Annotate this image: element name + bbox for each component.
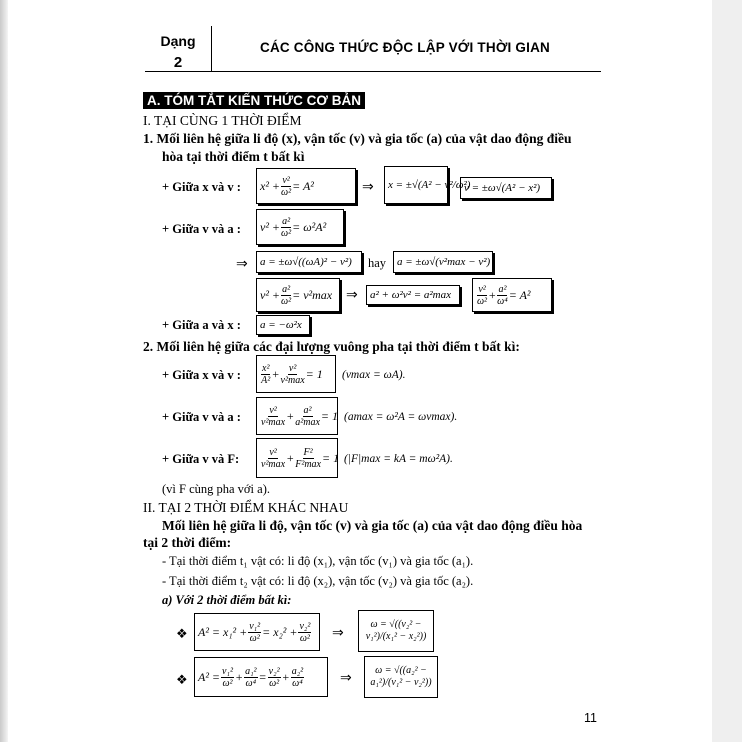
va-label: + Giữa v và a : (162, 222, 241, 236)
page-title: CÁC CÔNG THỨC ĐỘC LẬP VỚI THỜI GIAN (260, 40, 550, 55)
f2-den3: ω² (269, 677, 280, 689)
dang-number: 2 (173, 54, 183, 71)
q-vf-den2: F²max (295, 458, 321, 470)
va-eq4-frac (281, 284, 291, 307)
item2-title: 2. Mối liên hệ giữa các đại lượng vuông pha tại thời điểm t bất kì: (143, 339, 520, 354)
va-eq6 (472, 278, 552, 312)
va-eq6-den2: ω⁴ (497, 295, 508, 307)
va-eq1-right: = ω²A² (292, 219, 327, 234)
xv-eq1-left: x² + (260, 178, 281, 193)
q-va-note: (amax = ω²A = ωvmax). (344, 411, 458, 423)
va-eq6-den1: ω² (477, 295, 488, 307)
plus-sign: + (286, 450, 295, 465)
f2-frac4 (291, 666, 304, 689)
q-xv-num1: x² (262, 362, 270, 374)
va-eq1-den: ω² (281, 227, 292, 239)
q-va-den1: v²max (261, 416, 286, 428)
q-xv-frac1 (261, 363, 270, 386)
f1-den2: ω² (299, 632, 310, 644)
f1-mid: = x₂² + (262, 624, 298, 639)
header-rule (145, 71, 601, 72)
page-shadow (0, 0, 8, 742)
item1-line2: hòa tại thời điểm t bất kì (162, 149, 305, 164)
q-va-frac2 (295, 405, 320, 428)
f2-num2: a₁² (245, 665, 257, 677)
bullet-diamond-icon: ❖ (176, 672, 188, 687)
f2-num1: v₁² (222, 665, 233, 677)
q-vf-num2: F² (303, 446, 313, 458)
va-eq5: a² + ω²v² = a²max (366, 285, 460, 305)
q-va-eq (256, 397, 338, 435)
f1-num2: v₂² (299, 620, 311, 632)
q-xv-num2: v² (288, 362, 297, 374)
va-eq4-den: ω² (281, 295, 292, 307)
va-eq4-left: v² + (260, 287, 281, 302)
dang-label: Dạng (160, 33, 196, 49)
xv-eq1 (256, 168, 356, 204)
implies-arrow: ⇒ (236, 257, 248, 272)
q-va-label: + Giữa v và a : (162, 410, 241, 424)
xv-label: + Giữa x và v : (162, 180, 241, 194)
f1-den1: ω² (249, 632, 260, 644)
f2-num3: v₂² (268, 665, 280, 677)
f2-frac3 (268, 666, 281, 689)
va-eq2: a = ±ω√((ωA)² − v²) (256, 251, 362, 273)
va-eq1-left: v² + (260, 219, 281, 234)
part2-intro-line1: Mối liên hệ giữa li độ, vận tốc (v) và gia tốc (a) của vật dao động điều hòa (162, 518, 583, 533)
f2-den2: ω⁴ (245, 677, 257, 689)
q-xv-eq (256, 355, 336, 393)
f2-den1: ω² (222, 677, 233, 689)
q-va-right: = 1 (320, 408, 338, 423)
va-eq1-num: a² (282, 215, 291, 227)
q-va-den2: a²max (295, 416, 320, 428)
q-va-num2: a² (303, 404, 312, 416)
q-xv-right: = 1 (305, 366, 323, 381)
part2-sub-a: a) Với 2 thời điểm bất kì: (162, 593, 292, 607)
va-eq6-frac2 (497, 284, 508, 307)
f2-eq (194, 657, 328, 697)
f2-result: ω = √((a₂² − a₁²)/(v₁² − v₂²)) (364, 656, 438, 698)
implies-arrow: ⇒ (340, 671, 352, 686)
xv-eq2: x = ±√(A² − v²/ω²) (384, 166, 448, 204)
f1-eq (194, 613, 320, 651)
implies-arrow: ⇒ (346, 288, 358, 303)
f1-num1: v₁² (249, 620, 261, 632)
va-eq4-right: = v²max (292, 287, 333, 302)
xv-eq1-right: = A² (292, 178, 314, 193)
item1-line1: 1. Mối liên hệ giữa li độ (x), vận tốc (v) và gia tốc (a) của vật dao động điều (143, 131, 572, 146)
xv-eq3: v = ±ω√(A² − x²) (460, 177, 552, 199)
implies-arrow: ⇒ (332, 626, 344, 641)
va-eq1 (256, 209, 344, 245)
f1-frac1 (248, 621, 261, 644)
plus-sign: + (271, 366, 280, 381)
plus-sign: + (234, 669, 244, 684)
q-va-num1: v² (269, 404, 277, 416)
bullet-diamond-icon: ❖ (176, 626, 188, 641)
plus-sign: + (488, 287, 497, 302)
va-eq6-frac1 (477, 284, 487, 307)
f2-left: A² = (198, 669, 221, 684)
xv-eq1-frac (281, 175, 291, 198)
plus-sign: + (281, 669, 290, 684)
section-a-title: A. TÓM TẮT KIẾN THỨC CƠ BẢN (143, 92, 365, 109)
eq-sign: = (258, 669, 267, 684)
q-xv-den1: A² (261, 374, 271, 386)
q-xv-den2: v²max (280, 374, 305, 386)
q-vf-note: (|F|max = kA = mω²A). (344, 453, 453, 465)
ax-label: + Giữa a và x : (162, 318, 241, 332)
f2-frac2 (244, 666, 257, 689)
f1-frac2 (298, 621, 311, 644)
xv-eq1-num: v² (282, 174, 290, 186)
part2-t1: - Tại thời điểm t₁ vật có: li độ (x₁), vận tốc (v₁) và gia tốc (a₁). (162, 554, 474, 568)
xv-eq1-den: ω² (281, 186, 292, 198)
ax-eq: a = −ω²x (256, 315, 310, 335)
implies-arrow: ⇒ (362, 180, 374, 195)
page-number: 11 (584, 711, 597, 725)
va-eq6-num1: v² (478, 283, 486, 295)
q-vf-frac1 (261, 447, 285, 470)
q-vf-den1: v²max (261, 458, 286, 470)
q-vf-right: = 1 (322, 450, 340, 465)
page-edge (712, 0, 742, 742)
va-eq4-num: a² (282, 283, 291, 295)
q-vf-label: + Giữa v và F: (162, 452, 240, 466)
q-vf-eq (256, 438, 338, 478)
q-vf-num1: v² (269, 446, 277, 458)
va-eq3: a = ±ω√(v²max − v²) (393, 251, 493, 273)
plus-sign: + (286, 408, 295, 423)
va-eq6-right: = A² (508, 287, 531, 302)
f1-left: A² = x₁² + (198, 624, 248, 639)
hay-text: hay (368, 256, 387, 270)
part2-intro-line2: tại 2 thời điểm: (143, 535, 232, 550)
part2-title: II. TẠI 2 THỜI ĐIỂM KHÁC NHAU (143, 500, 349, 515)
va-eq1-frac (281, 216, 291, 239)
f2-frac1 (221, 666, 234, 689)
f2-den4: ω⁴ (292, 677, 303, 689)
q-xv-label: + Giữa x và v : (162, 368, 241, 382)
part2-t2: - Tại thời điểm t₂ vật có: li độ (x₂), vận tốc (v₂) và gia tốc (a₂). (162, 574, 474, 588)
q-vf-paren: (vì F cùng pha với a). (162, 482, 270, 496)
header-dang (160, 30, 196, 74)
q-va-frac1 (261, 405, 285, 428)
q-xv-frac2 (281, 363, 305, 386)
q-vf-frac2 (295, 447, 321, 470)
f1-result: ω = √((v₂² − v₁²)/(x₁² − x₂²)) (358, 610, 434, 652)
va-eq6-num2: a² (498, 283, 507, 295)
va-eq4 (256, 278, 340, 312)
part1-title: I. TẠI CÙNG 1 THỜI ĐIỂM (143, 113, 302, 128)
f2-num4: a₂² (291, 665, 304, 677)
header-divider (211, 26, 212, 72)
q-xv-note: (vmax = ωA). (342, 369, 406, 381)
